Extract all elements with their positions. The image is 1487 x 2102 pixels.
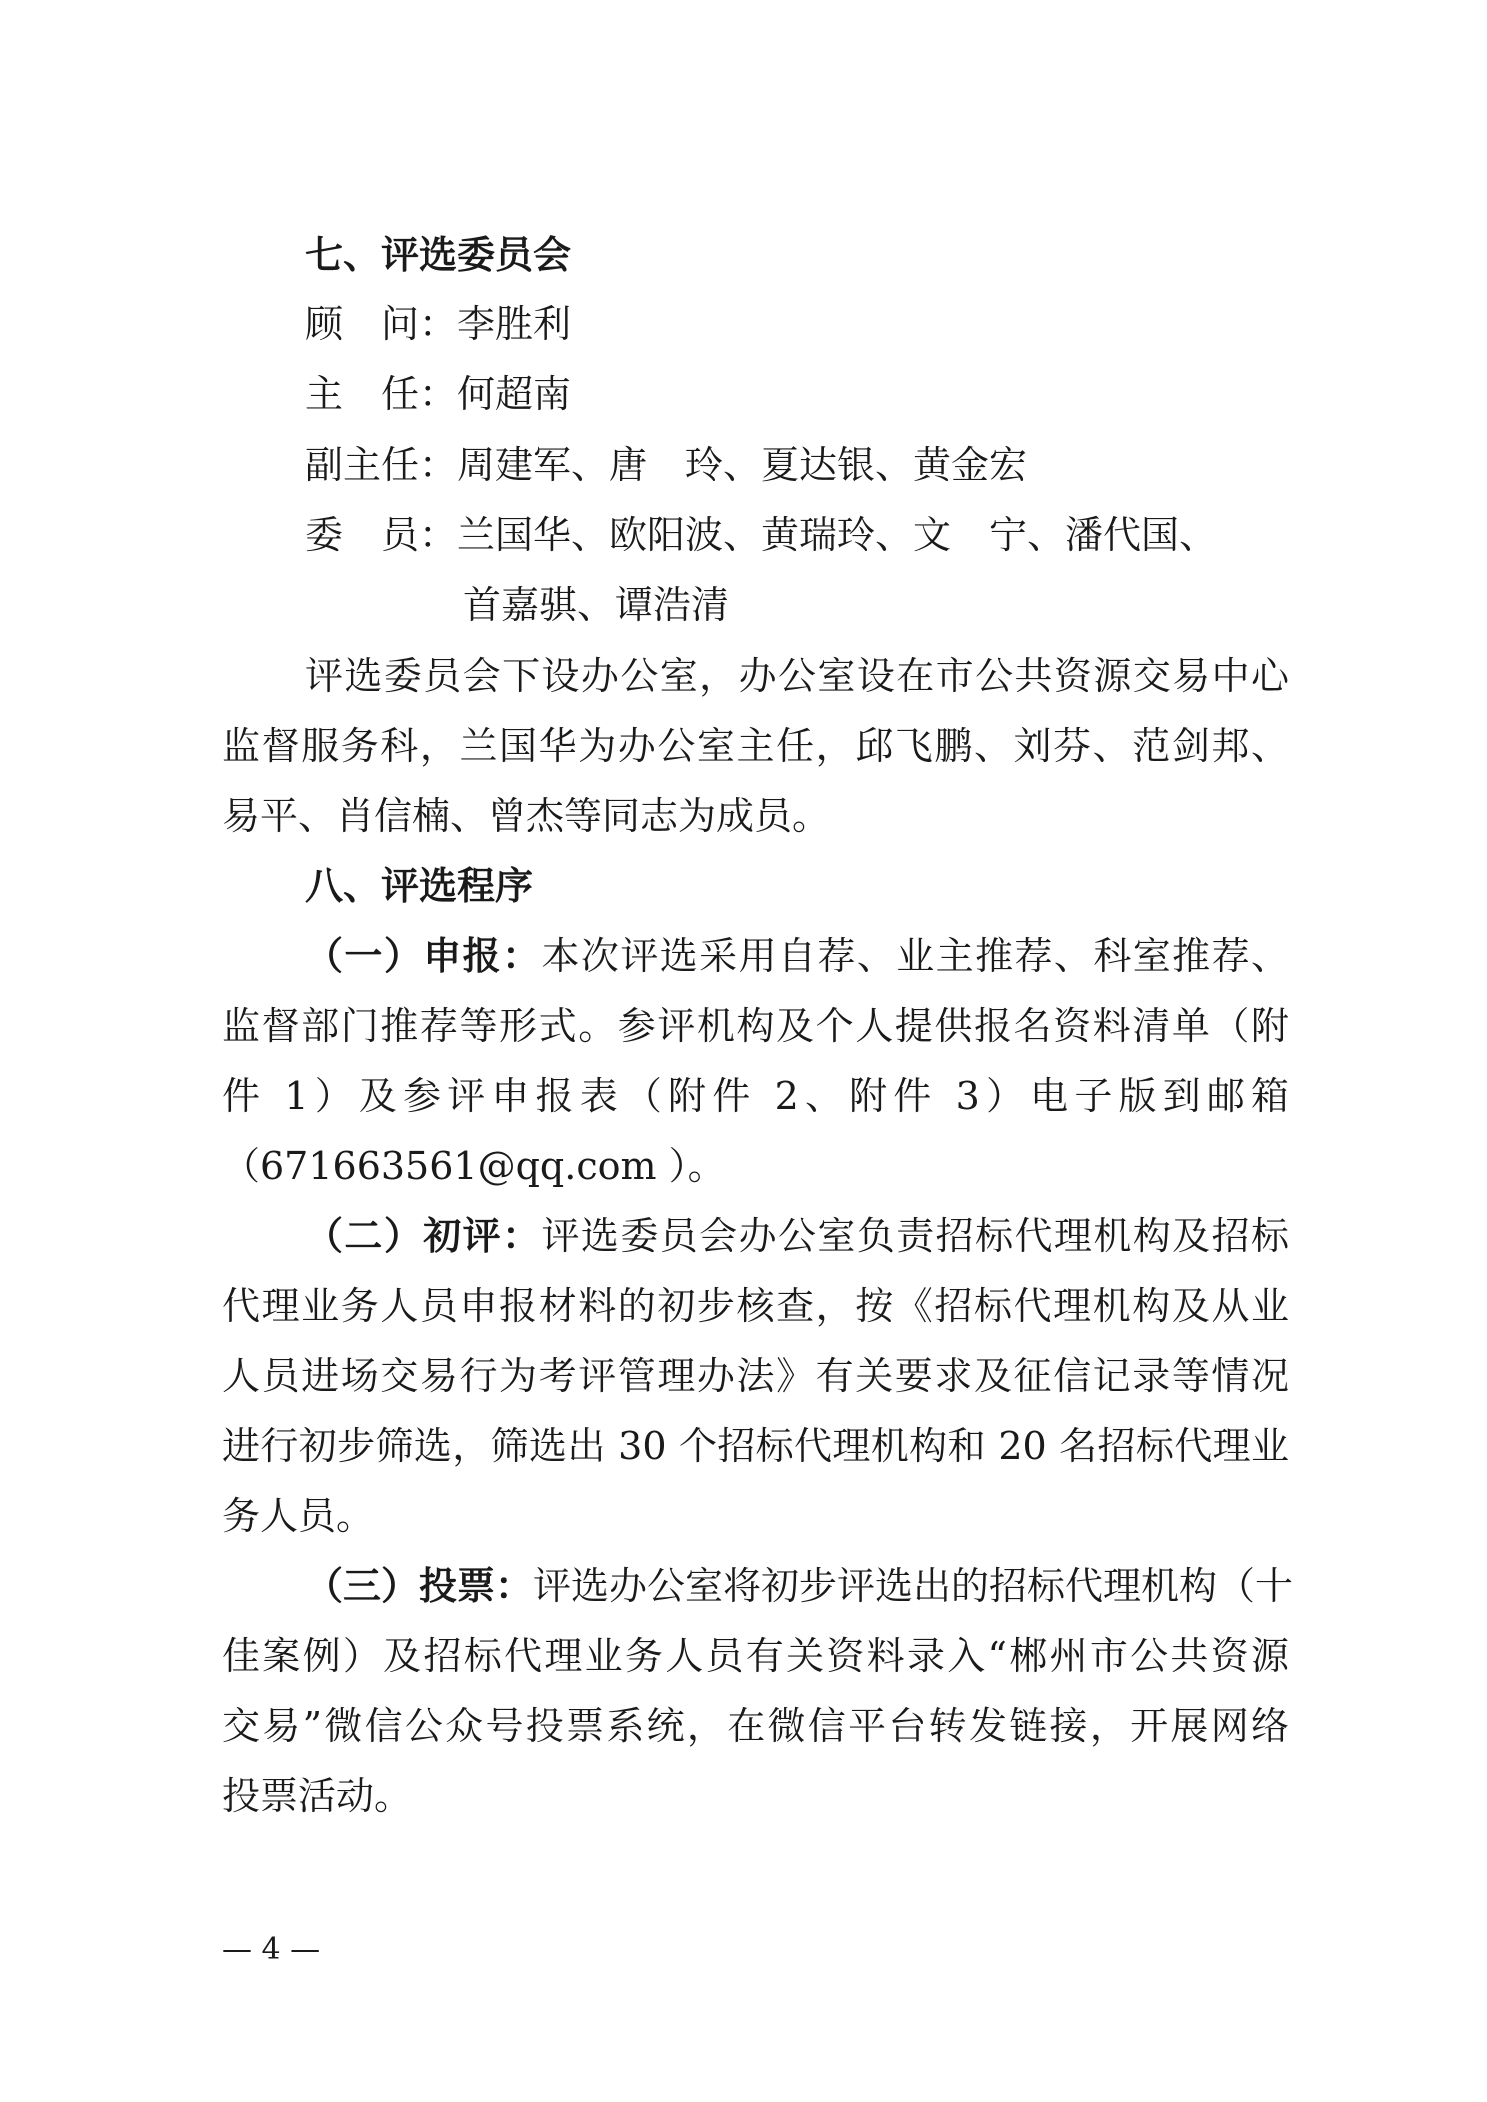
step1-line-1: [305, 932, 1289, 980]
members-row: [305, 511, 1217, 559]
step1-line-3: 件 1）及参评申报表（附件 2、附件 3）电子版到邮箱: [222, 1074, 1289, 1118]
step3-line1-text: 评选办公室将初步评选出的招标代理机构（十: [533, 1564, 1294, 1608]
section-8-title: 八、评选程序: [305, 863, 534, 908]
deputy-row: [305, 441, 1027, 489]
office-line-2: 监督服务科，兰国华为办公室主任，邱飞鹏、刘芬、范剑邦、: [222, 724, 1289, 768]
advisor-label: 顾 问：: [305, 302, 458, 346]
deputy-label: 副主任：: [305, 443, 458, 487]
step3-line-1: [305, 1562, 1294, 1610]
advisor-value: 李胜利: [457, 302, 572, 346]
step3-label: （三）投票：: [305, 1563, 534, 1608]
director-row: [305, 370, 571, 418]
step3-line-2: 佳案例）及招标代理业务人员有关资料录入“郴州市公共资源: [222, 1634, 1289, 1678]
step3-line-3: 交易”微信公众号投票系统，在微信平台转发链接，开展网络: [222, 1704, 1289, 1748]
step2-line1-text: 评选委员会办公室负责招标代理机构及招标: [541, 1214, 1289, 1258]
deputy-value: 周建军、唐 玲、夏达银、黄金宏: [457, 443, 1028, 487]
members-value-line2: 首嘉骐、谭浩清: [463, 583, 730, 627]
office-line-3: 易平、肖信楠、曾杰等同志为成员。: [222, 794, 831, 838]
step3-line-4: 投票活动。: [222, 1774, 413, 1818]
members-label: 委 员：: [305, 513, 458, 557]
office-line-1: 评选委员会下设办公室，办公室设在市公共资源交易中心: [305, 654, 1289, 698]
members-value-line1: 兰国华、欧阳波、黄瑞玲、文 宁、潘代国、: [457, 513, 1218, 557]
director-label: 主 任：: [305, 372, 458, 416]
director-value: 何超南: [457, 372, 572, 416]
step2-label: （二）初评：: [305, 1213, 542, 1258]
step2-line-2: 代理业务人员申报材料的初步核查，按《招标代理机构及从业: [222, 1284, 1289, 1328]
step2-line-5: 务人员。: [222, 1494, 375, 1538]
step2-line-1: [305, 1212, 1289, 1260]
step1-label: （一）申报：: [305, 933, 542, 978]
page-number: — 4 —: [222, 1932, 321, 1967]
step1-line1-text: 本次评选采用自荐、业主推荐、科室推荐、: [541, 934, 1289, 978]
step2-line-3: 人员进场交易行为考评管理办法》有关要求及征信记录等情况: [222, 1354, 1289, 1398]
step1-line-4: （671663561@qq.com ）。: [222, 1144, 726, 1188]
section-7-title: 七、评选委员会: [305, 232, 572, 277]
advisor-row: [305, 300, 571, 348]
step1-line-2: 监督部门推荐等形式。参评机构及个人提供报名资料清单（附: [222, 1004, 1289, 1048]
step2-line-4: 进行初步筛选，筛选出 30 个招标代理机构和 20 名招标代理业: [222, 1424, 1289, 1468]
